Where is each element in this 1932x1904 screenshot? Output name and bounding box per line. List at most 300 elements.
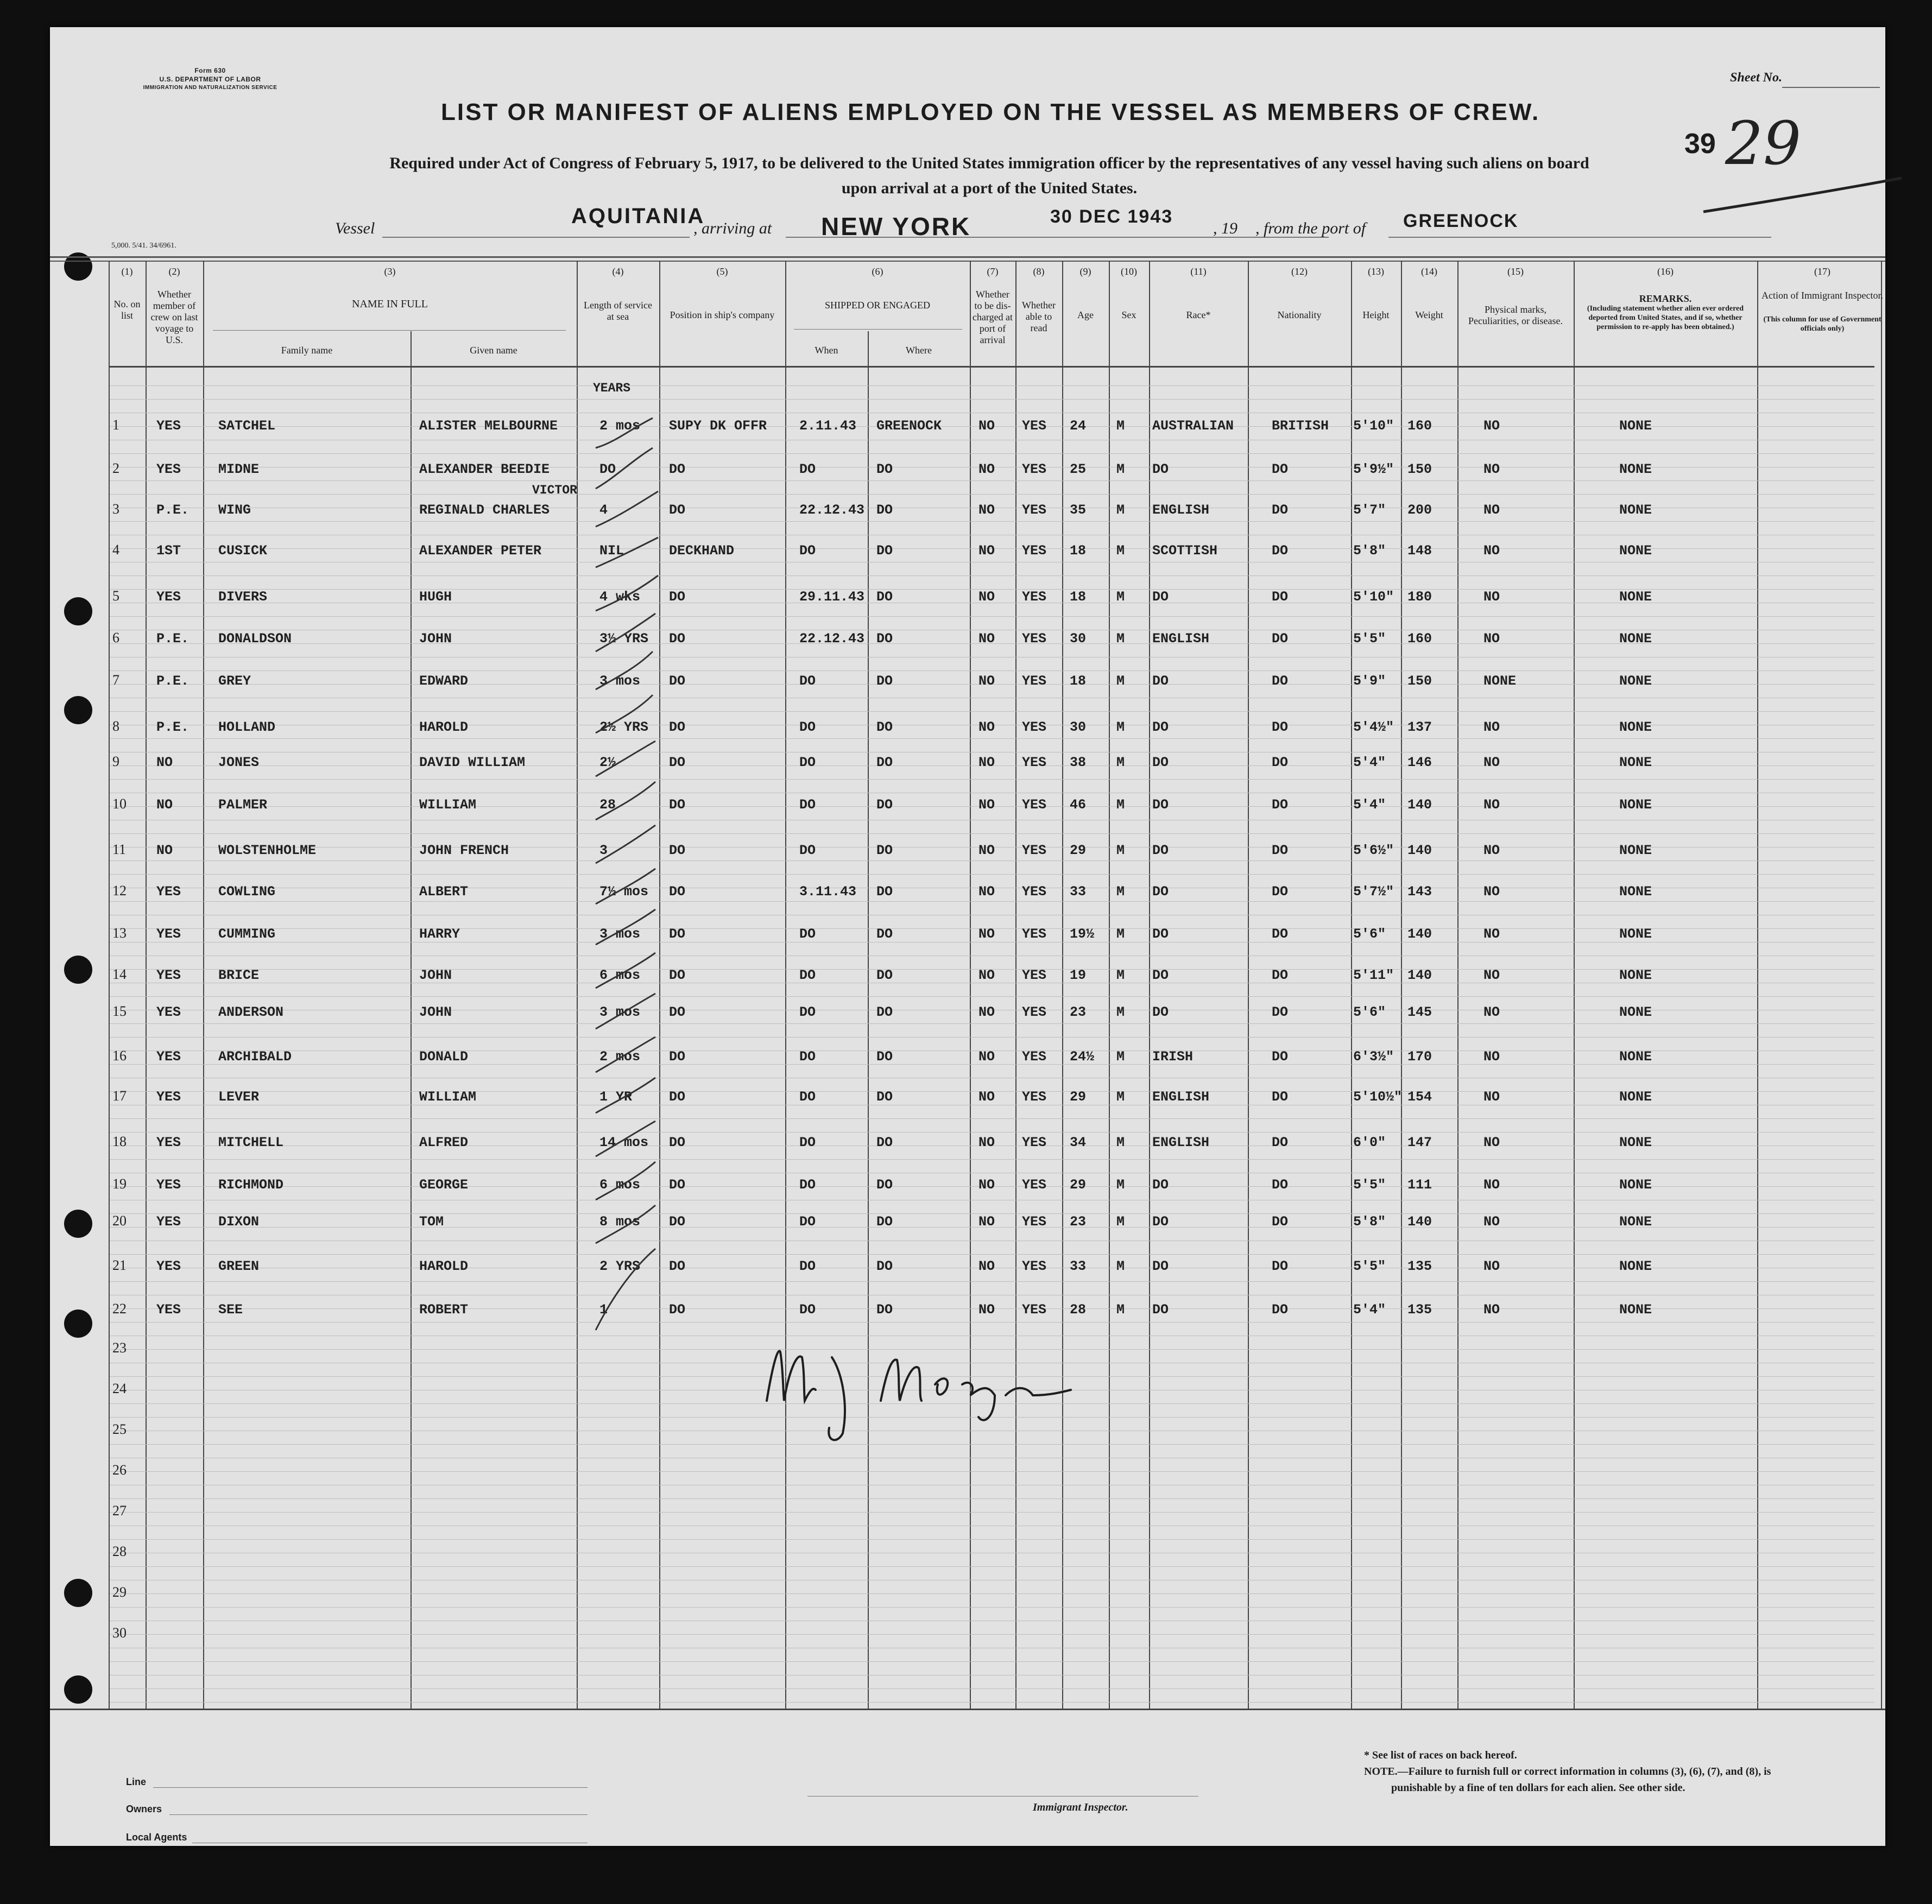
cell-read: YES [1022, 797, 1047, 813]
cell-age: 19 [1070, 967, 1087, 983]
cell-marks: NO [1483, 589, 1500, 605]
cell-read: YES [1022, 1135, 1047, 1150]
cell-marks: NO [1483, 1135, 1500, 1150]
row-number: 3 [112, 501, 119, 517]
shipped-header-divider [794, 329, 962, 330]
cell-given: JOHN FRENCH [419, 843, 509, 858]
ruled-line [110, 1661, 1874, 1662]
header-weight: Weight [1415, 309, 1443, 320]
cell-crew: YES [156, 1004, 181, 1020]
cell-remarks: NONE [1619, 843, 1652, 858]
cell-race: DO [1152, 1302, 1169, 1318]
cell-given: HAROLD [419, 1258, 469, 1274]
ruled-line [110, 1118, 1874, 1119]
print-code: 5,000. 5/41. 34/6961. [111, 242, 176, 250]
cell-height: 5'7½" [1353, 884, 1394, 900]
cell-when: 29.11.43 [799, 589, 865, 605]
row-number: 14 [112, 966, 127, 982]
cell-nationality: DO [1272, 1177, 1289, 1193]
cell-age: 33 [1070, 1258, 1087, 1274]
empty-row-number: 27 [112, 1503, 127, 1519]
cell-crew: YES [156, 1258, 181, 1274]
header-where: Where [906, 345, 932, 356]
from-port-label: , from the port of [1255, 219, 1366, 237]
cell-read: YES [1022, 1049, 1047, 1065]
cell-age: 28 [1070, 1302, 1087, 1318]
cell-family: JONES [218, 755, 260, 770]
cell-sex: M [1116, 1049, 1125, 1065]
cell-remarks: NONE [1619, 1049, 1652, 1065]
arriving-port: NEW YORK [821, 212, 971, 241]
cell-nationality: DO [1272, 673, 1289, 689]
cell-crew: P.E. [156, 631, 190, 647]
ruled-line [110, 1593, 1874, 1594]
inspector-signature-line [807, 1796, 1198, 1797]
cell-crew: P.E. [156, 502, 190, 518]
header-physical-marks: Physical marks, Peculiarities, or disease. [1468, 304, 1563, 326]
row-number: 10 [112, 796, 127, 812]
empty-row-number: 26 [112, 1462, 127, 1478]
cell-sex: M [1116, 631, 1125, 647]
cell-service: 2½ [599, 755, 616, 770]
cell-family: PALMER [218, 797, 268, 813]
cell-position: DO [669, 1258, 686, 1274]
cell-crew: YES [156, 589, 181, 605]
ruled-line [110, 1539, 1874, 1540]
cell-read: YES [1022, 1258, 1047, 1274]
cell-height: 5'7" [1353, 502, 1386, 518]
header-name-in-full: NAME IN FULL [352, 298, 428, 310]
col-num-6: (6) [872, 266, 883, 277]
ruled-line [110, 779, 1874, 780]
cell-crew: NO [156, 755, 173, 770]
cell-sex: M [1116, 461, 1125, 477]
cell-weight: 180 [1407, 589, 1432, 605]
cell-marks: NO [1483, 1049, 1500, 1065]
cell-discharged: NO [978, 418, 995, 434]
cell-read: YES [1022, 1214, 1047, 1230]
column-divider [970, 261, 971, 1709]
cell-family: GREEN [218, 1258, 260, 1274]
ruled-line [110, 399, 1874, 400]
col-num-11: (11) [1190, 266, 1207, 277]
cell-age: 23 [1070, 1004, 1087, 1020]
cell-height: 5'10½" [1353, 1089, 1403, 1105]
cell-read: YES [1022, 843, 1047, 858]
cell-crew: P.E. [156, 673, 190, 689]
cell-marks: NO [1483, 1177, 1500, 1193]
cell-weight: 135 [1407, 1302, 1432, 1318]
row-number: 15 [112, 1003, 127, 1019]
cell-where: DO [876, 673, 893, 689]
punch-hole [64, 1310, 92, 1338]
cell-sex: M [1116, 884, 1125, 900]
cell-sex: M [1116, 843, 1125, 858]
col-num-16: (16) [1657, 266, 1674, 277]
cell-position: DO [669, 719, 686, 735]
cell-remarks: NONE [1619, 418, 1652, 434]
cell-discharged: NO [978, 719, 995, 735]
cell-where: DO [876, 1135, 893, 1150]
checkmark-annotations [593, 396, 669, 1352]
cell-nationality: DO [1272, 884, 1289, 900]
ruled-line [110, 1512, 1874, 1513]
cell-race: AUSTRALIAN [1152, 418, 1234, 434]
cell-height: 5'9" [1353, 673, 1386, 689]
cell-read: YES [1022, 418, 1047, 434]
ruled-line [110, 480, 1874, 481]
from-port: GREENOCK [1403, 211, 1519, 231]
cell-age: 35 [1070, 502, 1087, 518]
cell-family: LEVER [218, 1089, 260, 1105]
cell-race: DO [1152, 967, 1169, 983]
owners-field [169, 1814, 588, 1815]
cell-sex: M [1116, 673, 1125, 689]
cell-discharged: NO [978, 1089, 995, 1105]
ruled-line [110, 575, 1874, 576]
cell-read: YES [1022, 631, 1047, 647]
cell-weight: 148 [1407, 543, 1432, 559]
cell-race: ENGLISH [1152, 631, 1210, 647]
row-number: 12 [112, 883, 127, 899]
cell-weight: 160 [1407, 631, 1432, 647]
cell-marks: NO [1483, 797, 1500, 813]
ruled-line [110, 874, 1874, 875]
ruled-line [110, 385, 1874, 386]
column-divider [411, 331, 412, 1709]
cell-when: DO [799, 543, 816, 559]
cell-family: MITCHELL [218, 1135, 284, 1150]
cell-marks: NONE [1483, 673, 1517, 689]
cell-height: 5'4" [1353, 797, 1386, 813]
cell-family: HOLLAND [218, 719, 276, 735]
cell-age: 46 [1070, 797, 1087, 813]
cell-age: 24 [1070, 418, 1087, 434]
cell-read: YES [1022, 543, 1047, 559]
cell-nationality: DO [1272, 719, 1289, 735]
cell-crew: YES [156, 461, 181, 477]
cell-service: 4 wks [599, 589, 641, 605]
header-discharged: Whether to be dis-charged at port of arrival [972, 289, 1013, 345]
sheet-number-printed: 39 [1684, 128, 1716, 160]
cell-marks: NO [1483, 884, 1500, 900]
cell-weight: 135 [1407, 1258, 1432, 1274]
cell-position: DO [669, 755, 686, 770]
cell-when: DO [799, 967, 816, 983]
cell-nationality: DO [1272, 797, 1289, 813]
cell-service: 1 [599, 1302, 608, 1318]
subtitle-line-2: upon arrival at a port of the United States. [841, 179, 1138, 197]
header-no-on-list: No. on list [113, 299, 141, 321]
cell-position: DO [669, 1214, 686, 1230]
punch-hole [64, 696, 92, 724]
cell-where: DO [876, 884, 893, 900]
empty-row-number: 23 [112, 1340, 127, 1356]
cell-discharged: NO [978, 461, 995, 477]
cell-nationality: DO [1272, 1004, 1289, 1020]
cell-height: 5'8" [1353, 1214, 1386, 1230]
cell-crew: NO [156, 843, 173, 858]
cell-given: JOHN [419, 967, 452, 983]
cell-service: 3 mos [599, 926, 641, 942]
cell-when: DO [799, 1258, 816, 1274]
cell-given: DAVID WILLIAM [419, 755, 526, 770]
cell-discharged: NO [978, 967, 995, 983]
cell-height: 5'4½" [1353, 719, 1394, 735]
cell-height: 5'6" [1353, 926, 1386, 942]
col-num-10: (10) [1121, 266, 1137, 277]
cell-when: DO [799, 1302, 816, 1318]
header-remarks: REMARKS. [1639, 293, 1692, 304]
cell-age: 23 [1070, 1214, 1087, 1230]
cell-crew: YES [156, 1135, 181, 1150]
subtitle-line-1: Required under Act of Congress of February 5, 1917, to be delivered to the United States immigration officer by the representatives of any vessel having such aliens on board [389, 154, 1589, 172]
cell-discharged: NO [978, 797, 995, 813]
cell-weight: 140 [1407, 967, 1432, 983]
cell-height: 5'5" [1353, 1258, 1386, 1274]
ruled-line [110, 833, 1874, 834]
column-divider [1757, 261, 1758, 1709]
column-divider [1351, 261, 1352, 1709]
cell-age: 38 [1070, 755, 1087, 770]
cell-age: 18 [1070, 543, 1087, 559]
col-num-9: (9) [1079, 266, 1091, 277]
cell-position: DO [669, 1049, 686, 1065]
cell-weight: 170 [1407, 1049, 1432, 1065]
cell-sex: M [1116, 1177, 1125, 1193]
cell-read: YES [1022, 1004, 1047, 1020]
note-line-2: punishable by a fine of ten dollars for each alien. See other side. [1391, 1782, 1685, 1794]
ruled-line [110, 1444, 1874, 1445]
name-header-divider [213, 330, 566, 331]
row-number: 17 [112, 1088, 127, 1104]
cell-height: 5'10" [1353, 589, 1394, 605]
cell-nationality: DO [1272, 843, 1289, 858]
cell-when: DO [799, 755, 816, 770]
cell-race: DO [1152, 926, 1169, 942]
empty-row-number: 24 [112, 1381, 127, 1396]
cell-remarks: NONE [1619, 967, 1652, 983]
from-port-line [1388, 237, 1771, 238]
cell-when: DO [799, 1049, 816, 1065]
header-position: Position in ship's company [670, 309, 775, 320]
cell-where: DO [876, 1004, 893, 1020]
header-nationality: Nationality [1277, 309, 1322, 320]
cell-where: DO [876, 502, 893, 518]
ruled-line [110, 711, 1874, 712]
col-num-13: (13) [1368, 266, 1384, 277]
cell-crew: 1ST [156, 543, 181, 559]
row-number: 21 [112, 1257, 127, 1273]
column-divider [203, 261, 204, 1709]
cell-read: YES [1022, 673, 1047, 689]
cell-marks: NO [1483, 631, 1500, 647]
cell-when: DO [799, 797, 816, 813]
ruled-line [110, 1607, 1874, 1608]
row-number: 22 [112, 1301, 127, 1317]
cell-family: SATCHEL [218, 418, 276, 434]
ruled-line [110, 1702, 1874, 1703]
cell-when: DO [799, 1089, 816, 1105]
cell-nationality: DO [1272, 1049, 1289, 1065]
cell-nationality: DO [1272, 967, 1289, 983]
cell-marks: NO [1483, 1089, 1500, 1105]
cell-weight: 111 [1407, 1177, 1432, 1193]
cell-remarks: NONE [1619, 719, 1652, 735]
cell-discharged: NO [978, 543, 995, 559]
column-divider [868, 331, 869, 1709]
cell-when: DO [799, 1004, 816, 1020]
cell-race: DO [1152, 1004, 1169, 1020]
cell-given: HAROLD [419, 719, 469, 735]
cell-weight: 137 [1407, 719, 1432, 735]
cell-position: DO [669, 1004, 686, 1020]
cell-position: DO [669, 1302, 686, 1318]
sheet-number-handwritten: 29 [1725, 109, 1801, 178]
cell-weight: 147 [1407, 1135, 1432, 1150]
cell-weight: 150 [1407, 461, 1432, 477]
cell-crew: YES [156, 1214, 181, 1230]
cell-crew: P.E. [156, 719, 190, 735]
row-number: 20 [112, 1213, 127, 1229]
cell-family: CUSICK [218, 543, 268, 559]
cell-read: YES [1022, 926, 1047, 942]
cell-age: 29 [1070, 1089, 1087, 1105]
empty-row-number: 29 [112, 1584, 127, 1600]
cell-given: ALFRED [419, 1135, 469, 1150]
table-bottom-rule [50, 1709, 1885, 1710]
cell-remarks: NONE [1619, 1258, 1652, 1274]
cell-service: 1 YR [599, 1089, 633, 1105]
cell-position: DO [669, 1135, 686, 1150]
cell-where: DO [876, 461, 893, 477]
cell-where: DO [876, 926, 893, 942]
ruled-line [110, 738, 1874, 739]
cell-service: 3½ YRS [599, 631, 649, 647]
form-identification [142, 66, 278, 92]
years-annotation: YEARS [593, 381, 631, 395]
cell-height: 6'0" [1353, 1135, 1386, 1150]
form-service: IMMIGRATION AND NATURALIZATION SERVICE [143, 85, 277, 91]
ruled-line [110, 1688, 1874, 1689]
ruled-line [110, 1023, 1874, 1024]
header-age: Age [1077, 309, 1094, 320]
cell-remarks: NONE [1619, 1214, 1652, 1230]
cell-when: DO [799, 1214, 816, 1230]
row-number: 11 [112, 842, 127, 857]
row-number: 8 [112, 718, 119, 734]
cell-height: 5'5" [1353, 631, 1386, 647]
cell-sex: M [1116, 502, 1125, 518]
cell-family: DIXON [218, 1214, 260, 1230]
cell-discharged: NO [978, 1177, 995, 1193]
cell-when: DO [799, 1135, 816, 1150]
cell-where: DO [876, 1302, 893, 1318]
cell-service: 3 mos [599, 673, 641, 689]
cell-when: 2.11.43 [799, 418, 857, 434]
cell-service: 2 YRS [599, 1258, 641, 1274]
cell-race: DO [1152, 797, 1169, 813]
cell-position: DO [669, 631, 686, 647]
cell-service: DO [599, 461, 616, 477]
ruled-line [110, 1566, 1874, 1567]
cell-remarks: NONE [1619, 1004, 1652, 1020]
cell-crew: YES [156, 1177, 181, 1193]
ruled-line [110, 901, 1874, 902]
cell-when: DO [799, 1177, 816, 1193]
cell-discharged: NO [978, 1258, 995, 1274]
immigrant-inspector-label: Immigrant Inspector. [1033, 1801, 1128, 1813]
cell-weight: 140 [1407, 797, 1432, 813]
cell-service: 28 [599, 797, 616, 813]
cell-weight: 143 [1407, 884, 1432, 900]
note-line-1: NOTE.—Failure to furnish full or correct information in columns (3), (6), (7), and (8), is [1364, 1766, 1771, 1778]
arriving-label: , arriving at [693, 219, 772, 237]
cell-discharged: NO [978, 1004, 995, 1020]
cell-sex: M [1116, 589, 1125, 605]
col-num-12: (12) [1291, 266, 1308, 277]
row-number: 1 [112, 417, 119, 433]
punch-hole [64, 1579, 92, 1607]
cell-race: DO [1152, 1177, 1169, 1193]
cell-when: 22.12.43 [799, 502, 865, 518]
cell-age: 34 [1070, 1135, 1087, 1150]
col-num-5: (5) [716, 266, 728, 277]
cell-where: DO [876, 589, 893, 605]
cell-crew: YES [156, 967, 181, 983]
column-divider [1401, 261, 1402, 1709]
cell-family: COWLING [218, 884, 276, 900]
col-num-15: (15) [1507, 266, 1524, 277]
manifest-sheet [50, 27, 1885, 1846]
cell-given: ROBERT [419, 1302, 469, 1318]
cell-age: 29 [1070, 1177, 1087, 1193]
handwritten-underline [1701, 174, 1907, 223]
cell-position: DO [669, 884, 686, 900]
cell-position: DO [669, 1089, 686, 1105]
column-divider [1062, 261, 1063, 1709]
sheet-no-line [1782, 87, 1880, 88]
cell-where: DO [876, 1049, 893, 1065]
vessel-label: Vessel [335, 219, 375, 237]
cell-given: WILLIAM [419, 1089, 477, 1105]
cell-service: 4 [599, 502, 608, 518]
cell-crew: YES [156, 1089, 181, 1105]
table-header-bottom-rule [110, 366, 1874, 368]
cell-family: ARCHIBALD [218, 1049, 292, 1065]
header-height: Height [1362, 309, 1390, 320]
cell-crew: YES [156, 1049, 181, 1065]
row-number: 4 [112, 542, 119, 558]
cell-race: DO [1152, 673, 1169, 689]
col-num-8: (8) [1033, 266, 1045, 277]
column-divider [1149, 261, 1150, 1709]
cell-given: ALBERT [419, 884, 469, 900]
cell-where: DO [876, 967, 893, 983]
cell-height: 5'6" [1353, 1004, 1386, 1020]
cell-where: GREENOCK [876, 418, 942, 434]
cell-family: ANDERSON [218, 1004, 284, 1020]
column-divider [1248, 261, 1249, 1709]
cell-when: 22.12.43 [799, 631, 865, 647]
cell-marks: NO [1483, 926, 1500, 942]
cell-discharged: NO [978, 1302, 995, 1318]
cell-where: DO [876, 1089, 893, 1105]
row-number: 18 [112, 1134, 127, 1149]
cell-marks: NO [1483, 418, 1500, 434]
cell-nationality: DO [1272, 1302, 1289, 1318]
cell-given: HARRY [419, 926, 460, 942]
